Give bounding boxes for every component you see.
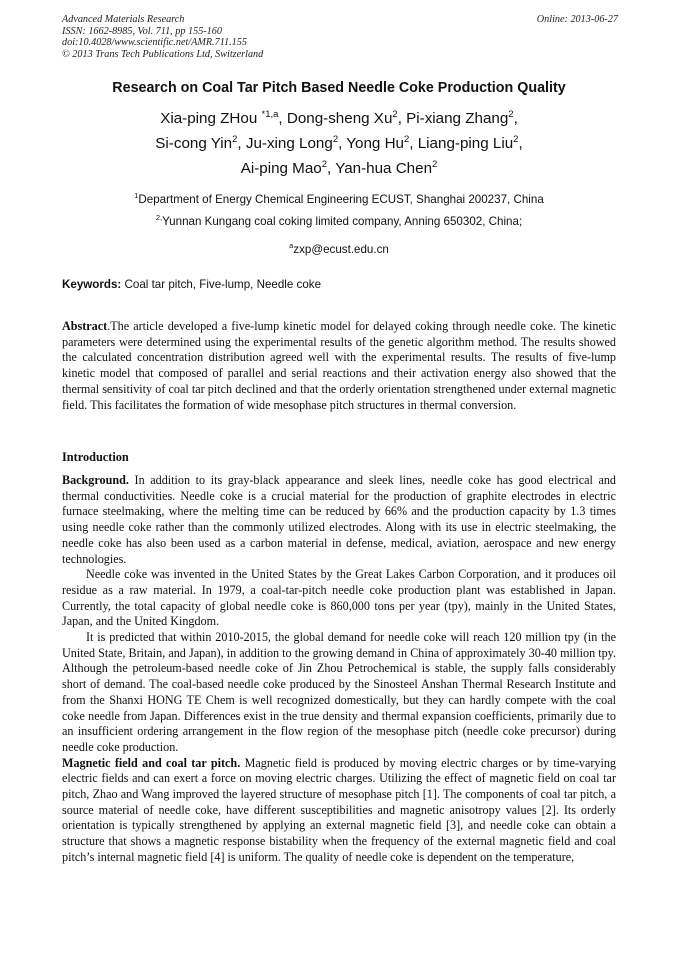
background-text: In addition to its gray-black appearance and sleek lines, needle coke has good electrical and thermal conductivities. Needle coke is a crucial material for the production of graphite electrodes in electric furnace steelmaking, where the melting time can be reduced by 66% and the production capacity by 1.3 times using needle coke rather than the commonly utilized electrodes. Along with its use in electric steelmaking, the needle coke has also been used as a carbon material in defense, medical, aviation, aerospace and new energy technologies. xyxy=(62,473,616,566)
author-email xyxy=(0,243,678,256)
author-line-1 xyxy=(0,106,678,131)
author-affiliation-mark: 2 xyxy=(513,133,519,145)
author-name: Ai-ping Mao xyxy=(240,160,322,177)
doi-line: doi:10.4028/www.scientific.net/AMR.711.155 xyxy=(62,37,247,49)
author-affiliation-mark: *1,a xyxy=(261,108,279,120)
author-name: , Liang-ping Liu xyxy=(409,135,514,152)
author-affiliation-mark: 2 xyxy=(332,133,339,145)
magnetic-field-text: Magnetic field is produced by moving electric charges or by time-varying electric fields and can exert a force on moving electric charges. Utilizing the effect of magnetic field on coal tar pitch, Zhao and Wang improved the layered structure of mesophase pitch [1]. The components of coal tar pitch, a source material of needle coke, have different susceptibilities and magnetic anisotropy values [2]. Its orderly orientation is typically strengthened by applying an external magnetic field [3], and needle coke can obtain a structure that shows a magnetic response bistability when the frequency of the external magnetic field and coal pitch’s internal magnetic field [4] is uniform. The quality of needle coke is dependent on the temperature, xyxy=(62,755,616,864)
author-line-2 xyxy=(0,131,678,156)
author-affiliation-mark: 2 xyxy=(508,108,514,120)
running-header xyxy=(62,14,618,60)
copyright-line: © 2013 Trans Tech Publications Ltd, Switzerland xyxy=(62,48,264,60)
author-name: Xia-ping ZHou xyxy=(160,110,262,127)
author-affiliation-mark: 2 xyxy=(321,158,328,170)
author-separator: , xyxy=(513,110,518,127)
affiliation-1 xyxy=(0,193,678,206)
abstract-text: .The article developed a five-lump kinetic model for delayed coking through needle coke. The kinetic parameters were determined using the experimental results of the genetic algorithm method. The results showed the calculated concentration distribution agreed well with the experimental results. The results of five-lump kinetic model that composed of parallel and serial reactions and their activation energy also showed that the thermal sensitivity of coal tar pitch declined and that the orderly orientation strengthened under external magnetic field. This facilitates the formation of wide mesophase pitch structures in thermal conversion. xyxy=(62,319,616,412)
magnetic-field-label: Magnetic field and coal tar pitch. xyxy=(62,755,241,770)
author-separator: , xyxy=(518,135,523,152)
background-label: Background. xyxy=(62,473,129,487)
email-mark: a xyxy=(289,241,294,251)
keywords-label: Keywords: xyxy=(62,278,122,291)
paragraph-history: Needle coke was invented in the United States by the Great Lakes Carbon Corporation, and it produces oil residue as a raw material. In 1979, a coal-tar-pitch needle coke production plant was established in Japan. Currently, the total capacity of global needle coke is 860,000 tons per year (tpy), mainly in the United States, Japan, and the United Kingdom. xyxy=(62,567,616,629)
online-date: Online: 2013-06-27 xyxy=(536,14,618,25)
paragraph-demand: It is predicted that within 2010-2015, the global demand for needle coke will reach 120 million tpy (in the United State, Britain, and Japan), in addition to the growing demand in China of approximately 30-40 million tpy. Although the petroleum-based needle coke of Jin Zhou Petrochemical is stable, the supply falls considerably short of demand. The coal-based needle coke produced by the Sinosteel Anshan Thermal Research Institute and from the Shanxi HONG TE Chem is well recognized domestically, but they can hardly compete with the coal coke needle from Japan. Differences exist in the true density and thermal expansion coefficients, primarily due to an insufficient ordering arrangement in the flow region of the mesophase pitch (needle coke precursor) during needle coke production. xyxy=(62,630,616,754)
affiliation-mark: 1 xyxy=(134,191,139,201)
introduction-body xyxy=(62,473,616,866)
keywords-text: Coal tar pitch, Five-lump, Needle coke xyxy=(121,278,322,291)
author-name: , Pi-xiang Zhang xyxy=(397,110,509,127)
paragraph-background xyxy=(62,473,616,567)
issn-line: ISSN: 1662-8985, Vol. 711, pp 155-160 xyxy=(62,25,222,37)
email-address[interactable]: zxp@ecust.edu.cn xyxy=(293,243,389,256)
author-affiliation-mark: 2 xyxy=(232,133,238,145)
author-name: , Dong-sheng Xu xyxy=(278,110,393,127)
affiliation-2 xyxy=(0,215,678,228)
author-affiliation-mark: 2 xyxy=(404,133,410,145)
affiliation-text: Yunnan Kungang coal coking limited company, Anning 650302, China; xyxy=(162,215,523,228)
journal-name: Advanced Materials Research xyxy=(62,14,185,25)
author-name: Si-cong Yin xyxy=(155,135,233,152)
section-heading-introduction: Introduction xyxy=(62,450,129,464)
author-affiliation-mark: 2 xyxy=(432,158,438,170)
abstract xyxy=(62,319,616,413)
author-name: , Ju-xing Long xyxy=(237,135,333,152)
affiliation-text: Department of Energy Chemical Engineering ECUST, Shanghai 200237, China xyxy=(138,193,544,206)
keywords xyxy=(62,278,321,291)
paragraph-magnetic-field xyxy=(62,756,616,866)
abstract-label: Abstract xyxy=(62,319,108,333)
paper-title: Research on Coal Tar Pitch Based Needle Coke Production Quality xyxy=(112,80,566,96)
author-affiliation-mark: 2 xyxy=(392,108,398,120)
author-line-3 xyxy=(0,156,678,181)
author-list xyxy=(0,106,678,181)
author-name: , Yong Hu xyxy=(338,135,404,152)
affiliation-mark: 2, xyxy=(155,213,163,223)
author-name: , Yan-hua Chen xyxy=(327,160,433,177)
